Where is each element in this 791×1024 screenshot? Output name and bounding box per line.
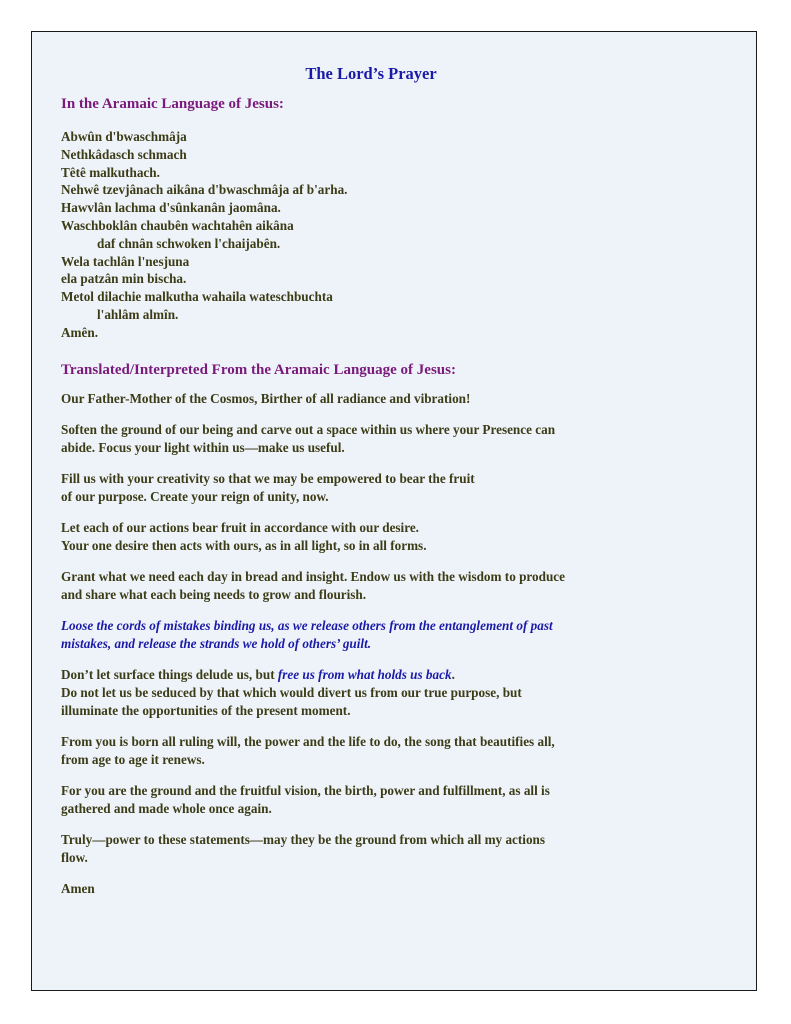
paragraph-line: illuminate the opportunities of the present moment. — [61, 702, 351, 718]
paragraph-2 — [61, 421, 681, 457]
paragraph-text: . — [451, 666, 455, 682]
aramaic-line: Hawvlân lachma d'sûnkanân jaomâna. — [61, 200, 281, 216]
paragraph-line: Amen — [61, 880, 95, 896]
paragraph-8 — [61, 733, 681, 769]
paragraph-line: abide. Focus your light within us—make us useful. — [61, 439, 345, 455]
paragraph-line: mistakes, and release the strands we hold of others’ guilt. — [61, 635, 372, 651]
paragraph-text: Don’t let surface things delude us, but — [61, 666, 278, 682]
paragraph-line: of our purpose. Create your reign of unity, now. — [61, 488, 329, 504]
paragraph-line: Your one desire then acts with ours, as in all light, so in all forms. — [61, 537, 427, 553]
aramaic-line: ela patzân min bischa. — [61, 271, 187, 287]
paragraph-6 — [61, 617, 681, 653]
paragraph-1 — [61, 390, 681, 408]
paragraph-3 — [61, 470, 681, 506]
aramaic-line: Abwûn d'bwaschmâja — [61, 129, 187, 144]
paragraph-line: Let each of our actions bear fruit in accordance with our desire. — [61, 519, 419, 535]
paragraph-line: Truly—power to these statements—may they be the ground from which all my actions — [61, 831, 546, 847]
aramaic-line: daf chnân schwoken l'chaijabên. — [97, 235, 281, 251]
aramaic-line: Amên. — [61, 324, 98, 340]
emphasis-text: free us from what holds us back — [277, 666, 452, 682]
paragraph-11 — [61, 880, 681, 898]
paragraph-line: Fill us with your creativity so that we may be empowered to bear the fruit — [61, 470, 475, 486]
aramaic-line: Nethkâdasch schmach — [61, 146, 187, 162]
paragraph-4 — [61, 519, 681, 555]
aramaic-line: Wela tachlân l'nesjuna — [61, 253, 190, 269]
aramaic-line: Waschboklân chaubên wachtahên aikâna — [61, 217, 294, 233]
paragraph-5 — [61, 568, 681, 604]
paragraph-line: gathered and made whole once again. — [61, 800, 272, 816]
paragraph-line: For you are the ground and the fruitful vision, the birth, power and fulfillment, as all is — [61, 782, 550, 798]
aramaic-line: Nehwê tzevjânach aikâna d'bwaschmâja af b'arha. — [61, 182, 348, 198]
document-content — [61, 64, 681, 898]
aramaic-heading: In the Aramaic Language of Jesus: — [61, 96, 284, 112]
paragraph-line: Grant what we need each day in bread and insight. Endow us with the wisdom to produce — [61, 568, 566, 584]
paragraph-line: Soften the ground of our being and carve out a space within us where your Presence can — [61, 421, 556, 437]
paragraph-line: and share what each being needs to grow and flourish. — [61, 586, 367, 602]
translation-heading: Translated/Interpreted From the Aramaic Language of Jesus: — [61, 361, 456, 378]
aramaic-line: Têtê malkuthach. — [61, 164, 160, 180]
paragraph-10 — [61, 831, 681, 867]
aramaic-line: l'ahlâm almîn. — [97, 306, 179, 322]
paragraph-line: From you is born all ruling will, the power and the life to do, the song that beautifies all, — [61, 733, 555, 749]
paragraph-line: flow. — [61, 849, 88, 865]
paragraph-line: Do not let us be seduced by that which would divert us from our true purpose, but — [61, 684, 522, 700]
paragraph-line: Loose the cords of mistakes binding us, as we release others from the entanglement of past — [61, 617, 553, 633]
aramaic-prayer — [61, 128, 681, 342]
aramaic-line: Metol dilachie malkutha wahaila wateschbuchta — [61, 289, 333, 305]
paragraph-line — [61, 666, 681, 684]
paragraph-line: from age to age it renews. — [61, 751, 205, 767]
page-title: The Lord’s Prayer — [305, 64, 437, 83]
paragraph-7 — [61, 666, 681, 720]
paragraph-9 — [61, 782, 681, 818]
paragraph-line: Our Father-Mother of the Cosmos, Birther of all radiance and vibration! — [61, 390, 471, 406]
